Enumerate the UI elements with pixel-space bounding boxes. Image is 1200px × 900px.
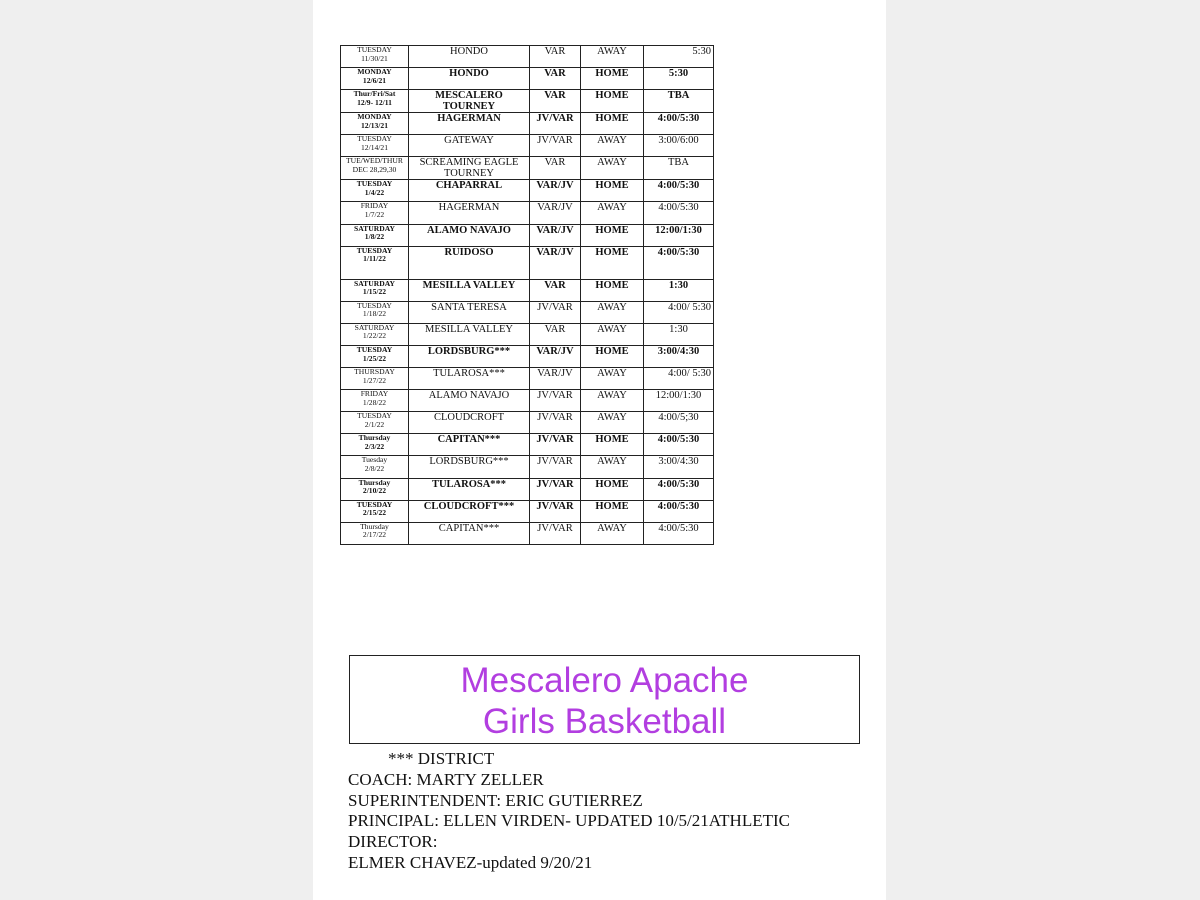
location-cell: AWAY [581, 135, 644, 157]
time-cell: 4:00/ 5:30 [644, 301, 714, 323]
location-cell: HOME [581, 345, 644, 367]
schedule-row [341, 522, 714, 544]
opponent-cell: LORDSBURG*** [409, 345, 530, 367]
location-cell: HOME [581, 478, 644, 500]
opponent-cell: RUIDOSO [409, 246, 530, 279]
level-cell: VAR [530, 279, 581, 301]
level-cell: VAR [530, 157, 581, 180]
opponent-cell: GATEWAY [409, 135, 530, 157]
schedule-row [341, 390, 714, 412]
time-cell: 1:30 [644, 323, 714, 345]
schedule-row [341, 345, 714, 367]
date-cell: SATURDAY 1/15/22 [341, 279, 409, 301]
opponent-cell: TULAROSA*** [409, 478, 530, 500]
date-cell: TUESDAY 12/14/21 [341, 135, 409, 157]
title-line-1: Mescalero Apache [460, 661, 749, 700]
time-cell: 4:00/5:30 [644, 500, 714, 522]
title-line-2: Girls Basketball [482, 702, 727, 741]
level-cell: JV/VAR [530, 113, 581, 135]
time-cell: 3:00/4:30 [644, 345, 714, 367]
title-box [349, 655, 860, 744]
location-cell: AWAY [581, 412, 644, 434]
location-cell: HOME [581, 68, 644, 90]
time-cell: 12:00/1:30 [644, 224, 714, 246]
date-cell: TUESDAY 1/11/22 [341, 246, 409, 279]
opponent-cell: LORDSBURG*** [409, 456, 530, 478]
date-cell: THURSDAY 1/27/22 [341, 368, 409, 390]
level-cell: JV/VAR [530, 500, 581, 522]
opponent-cell: ALAMO NAVAJO [409, 224, 530, 246]
time-cell: 3:00/6:00 [644, 135, 714, 157]
level-cell: VAR/JV [530, 202, 581, 224]
time-cell: 4:00/5:30 [644, 246, 714, 279]
level-cell: JV/VAR [530, 135, 581, 157]
opponent-cell: MESILLA VALLEY [409, 279, 530, 301]
level-cell: VAR/JV [530, 180, 581, 202]
schedule-row [341, 202, 714, 224]
opponent-cell: MESILLA VALLEY [409, 323, 530, 345]
opponent-cell: CAPITAN*** [409, 522, 530, 544]
director-line: ELMER CHAVEZ-updated 9/20/21 [348, 852, 593, 872]
level-cell: VAR/JV [530, 345, 581, 367]
opponent-cell: CAPITAN*** [409, 434, 530, 456]
opponent-cell: HAGERMAN [409, 202, 530, 224]
date-cell: TUESDAY 11/30/21 [341, 46, 409, 68]
level-cell: JV/VAR [530, 301, 581, 323]
time-cell: TBA [644, 157, 714, 180]
date-cell: SATURDAY 1/8/22 [341, 224, 409, 246]
footer-info [348, 749, 868, 874]
schedule-row [341, 135, 714, 157]
schedule-row [341, 456, 714, 478]
schedule-row [341, 323, 714, 345]
schedule-row [341, 500, 714, 522]
location-cell: AWAY [581, 46, 644, 68]
opponent-cell: CHAPARRAL [409, 180, 530, 202]
time-cell: 4:00/ 5:30 [644, 368, 714, 390]
location-cell: AWAY [581, 368, 644, 390]
date-cell: Thur/Fri/Sat 12/9- 12/11 [341, 90, 409, 113]
schedule-row [341, 246, 714, 279]
time-cell: 12:00/1:30 [644, 390, 714, 412]
schedule-row [341, 434, 714, 456]
time-cell: 5:30 [644, 68, 714, 90]
date-cell: MONDAY 12/6/21 [341, 68, 409, 90]
document-page [313, 0, 886, 900]
schedule-row [341, 90, 714, 113]
level-cell: JV/VAR [530, 390, 581, 412]
time-cell: 4:00/5:30 [644, 434, 714, 456]
location-cell: AWAY [581, 323, 644, 345]
date-cell: TUESDAY 1/18/22 [341, 301, 409, 323]
time-cell: 5:30 [644, 46, 714, 68]
level-cell: VAR [530, 323, 581, 345]
principal-line: PRINCIPAL: ELLEN VIRDEN- UPDATED 10/5/21ATHLETIC [348, 811, 790, 831]
schedule-row [341, 412, 714, 434]
schedule-row [341, 46, 714, 68]
date-cell: MONDAY 12/13/21 [341, 113, 409, 135]
level-cell: VAR/JV [530, 246, 581, 279]
location-cell: HOME [581, 180, 644, 202]
opponent-cell: SCREAMING EAGLE TOURNEY [409, 157, 530, 180]
location-cell: HOME [581, 500, 644, 522]
location-cell: AWAY [581, 301, 644, 323]
time-cell: 4:00/5:30 [644, 522, 714, 544]
schedule-table [340, 45, 714, 545]
location-cell: HOME [581, 434, 644, 456]
schedule-body [341, 46, 714, 545]
level-cell: JV/VAR [530, 412, 581, 434]
schedule-row [341, 368, 714, 390]
schedule-row [341, 157, 714, 180]
opponent-cell: HAGERMAN [409, 113, 530, 135]
date-cell: TUESDAY 2/1/22 [341, 412, 409, 434]
superintendent-line: SUPERINTENDENT: ERIC GUTIERREZ [348, 790, 643, 810]
time-cell: 4:00/5;30 [644, 412, 714, 434]
level-cell: JV/VAR [530, 478, 581, 500]
level-cell: VAR/JV [530, 224, 581, 246]
schedule-row [341, 68, 714, 90]
schedule-row [341, 180, 714, 202]
location-cell: AWAY [581, 202, 644, 224]
district-note: *** DISTRICT [388, 749, 495, 768]
location-cell: AWAY [581, 522, 644, 544]
date-cell: Tuesday 2/8/22 [341, 456, 409, 478]
opponent-cell: SANTA TERESA [409, 301, 530, 323]
level-cell: VAR [530, 46, 581, 68]
date-cell: Thursday 2/10/22 [341, 478, 409, 500]
opponent-cell: MESCALERO TOURNEY [409, 90, 530, 113]
schedule-row [341, 301, 714, 323]
location-cell: HOME [581, 224, 644, 246]
date-cell: FRIDAY 1/28/22 [341, 390, 409, 412]
time-cell: 1:30 [644, 279, 714, 301]
opponent-cell: CLOUDCROFT*** [409, 500, 530, 522]
date-cell: TUESDAY 1/4/22 [341, 180, 409, 202]
schedule-row [341, 478, 714, 500]
level-cell: VAR [530, 90, 581, 113]
date-cell: Thursday 2/17/22 [341, 522, 409, 544]
schedule-row [341, 224, 714, 246]
time-cell: 3:00/4:30 [644, 456, 714, 478]
location-cell: HOME [581, 113, 644, 135]
time-cell: 4:00/5:30 [644, 478, 714, 500]
time-cell: 4:00/5:30 [644, 113, 714, 135]
time-cell: TBA [644, 90, 714, 113]
level-cell: VAR [530, 68, 581, 90]
location-cell: HOME [581, 246, 644, 279]
date-cell: TUESDAY 2/15/22 [341, 500, 409, 522]
opponent-cell: ALAMO NAVAJO [409, 390, 530, 412]
level-cell: JV/VAR [530, 456, 581, 478]
location-cell: HOME [581, 90, 644, 113]
coach-line: COACH: MARTY ZELLER [348, 769, 544, 789]
location-cell: AWAY [581, 390, 644, 412]
schedule-row [341, 279, 714, 301]
schedule-row [341, 113, 714, 135]
level-cell: JV/VAR [530, 434, 581, 456]
level-cell: JV/VAR [530, 522, 581, 544]
opponent-cell: TULAROSA*** [409, 368, 530, 390]
date-cell: SATURDAY 1/22/22 [341, 323, 409, 345]
location-cell: AWAY [581, 157, 644, 180]
time-cell: 4:00/5:30 [644, 202, 714, 224]
date-cell: Thursday 2/3/22 [341, 434, 409, 456]
director-label: DIRECTOR: [348, 832, 438, 852]
date-cell: FRIDAY 1/7/22 [341, 202, 409, 224]
date-cell: TUESDAY 1/25/22 [341, 345, 409, 367]
location-cell: AWAY [581, 456, 644, 478]
opponent-cell: CLOUDCROFT [409, 412, 530, 434]
time-cell: 4:00/5:30 [644, 180, 714, 202]
location-cell: HOME [581, 279, 644, 301]
date-cell: TUE/WED/THUR DEC 28,29,30 [341, 157, 409, 180]
level-cell: VAR/JV [530, 368, 581, 390]
opponent-cell: HONDO [409, 68, 530, 90]
opponent-cell: HONDO [409, 46, 530, 68]
